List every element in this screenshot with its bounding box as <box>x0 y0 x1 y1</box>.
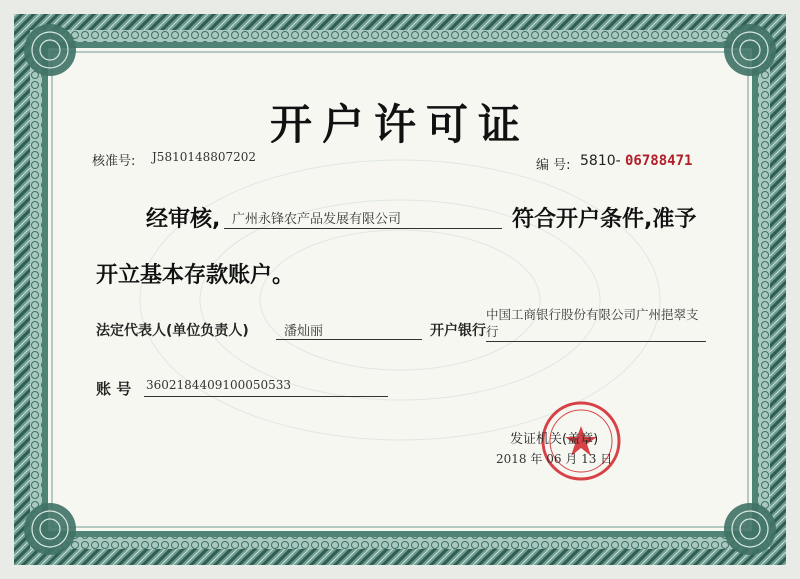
date-month: 06 <box>546 452 562 466</box>
approval-number: J5810148807202 <box>152 150 257 164</box>
legal-rep-value: 潘灿丽 <box>284 324 324 339</box>
issue-date <box>496 450 612 467</box>
bank-label: 开户银行 <box>430 323 486 339</box>
legal-rep-label: 法定代表人(单位负责人) <box>96 323 249 339</box>
date-year: 2018 <box>496 452 527 466</box>
review-line-2: 开立基本存款账户。 <box>96 263 295 288</box>
page-title: 开户许可证 <box>269 100 530 149</box>
account-number: 3602184409100050533 <box>146 378 292 392</box>
account-label: 账 号 <box>96 380 132 398</box>
review-prefix: 经审核, <box>146 207 221 232</box>
bank-underline <box>486 341 706 342</box>
date-month-unit: 月 <box>565 452 578 466</box>
legal-rep-underline <box>276 339 422 340</box>
date-year-unit: 年 <box>530 452 543 466</box>
date-day: 13 <box>581 452 597 466</box>
bank-value: 中国工商银行股份有限公司广州挹翠支行 <box>486 307 699 339</box>
review-suffix: 符合开户条件,准予 <box>512 207 697 232</box>
date-day-unit: 日 <box>600 452 613 466</box>
serial-label: 编 号: <box>536 158 571 173</box>
company-underline <box>224 228 502 229</box>
issuer-label: 发证机关(盖章) <box>510 432 599 447</box>
serial-number: 06788471 <box>625 153 693 169</box>
approval-label: 核准号: <box>92 154 136 169</box>
company-name: 广州永锋农产品发展有限公司 <box>232 212 402 227</box>
account-underline <box>144 396 388 397</box>
serial-prefix: 5810- <box>580 153 621 169</box>
